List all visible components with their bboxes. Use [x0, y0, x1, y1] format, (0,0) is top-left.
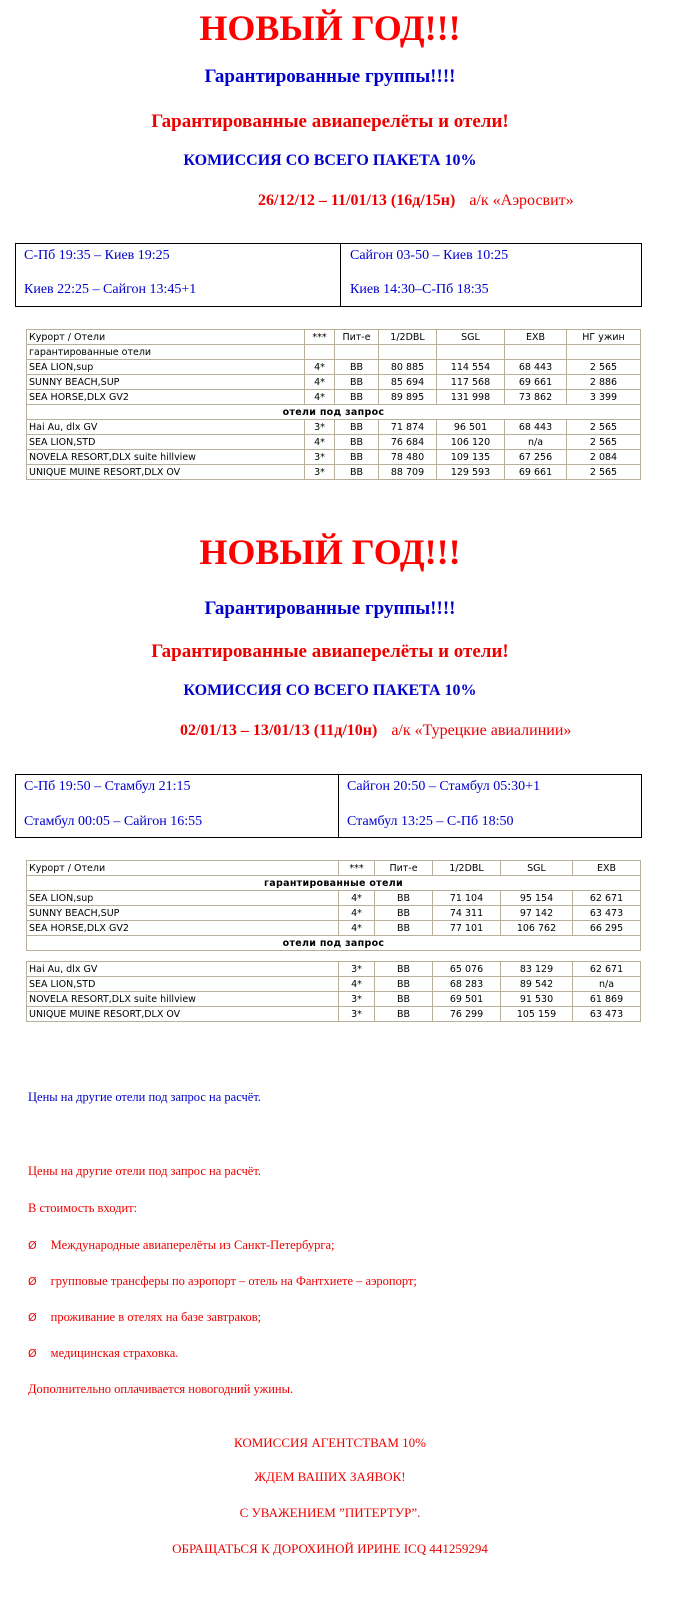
cell-sgl: 129 593 — [437, 465, 505, 480]
cell-hotel: UNIQUE MUINE RESORT,DLX OV — [27, 465, 305, 480]
cell-exb: 66 295 — [573, 921, 641, 936]
table-gap — [27, 951, 641, 962]
cell-sgl: 109 135 — [437, 450, 505, 465]
offer1-guarantee: Гарантированные авиаперелёты и отели! — [151, 111, 509, 132]
cell-exb: 63 473 — [573, 906, 641, 921]
offer1-flight-back-1: Сайгон 03-50 – Киев 10:25 — [350, 248, 509, 263]
cell-stars: 3* — [339, 992, 375, 1007]
cell-sgl: 97 142 — [501, 906, 573, 921]
cell-exb: 61 869 — [573, 992, 641, 1007]
table-header-row — [27, 330, 641, 345]
included-item — [28, 1309, 261, 1326]
included-item — [28, 1345, 178, 1362]
included-item-text: групповые трансферы по аэропорт – отель на Фантхиете – аэропорт; — [50, 1274, 417, 1288]
table-row — [27, 435, 641, 450]
table-row — [27, 450, 641, 465]
cell-stars: 4* — [339, 977, 375, 992]
cell-meal: BB — [375, 992, 433, 1007]
cell-sgl: 114 554 — [437, 360, 505, 375]
offer1-groups: Гарантированные группы!!!! — [204, 66, 456, 87]
cell-exb: 68 443 — [505, 360, 567, 375]
cell-stars: 3* — [339, 962, 375, 977]
header-stars: *** — [339, 861, 375, 876]
cell-hotel: SUNNY BEACH,SUP — [27, 906, 339, 921]
note-extra: Дополнительно оплачивается новогодний ужины. — [28, 1382, 294, 1396]
cell-stars: 4* — [339, 906, 375, 921]
cell-meal: BB — [335, 465, 379, 480]
cell-exb: 62 671 — [573, 962, 641, 977]
offer2-flight-back-2: Стамбул 13:25 – С-Пб 18:50 — [347, 814, 514, 829]
cell-sgl: 105 159 — [501, 1007, 573, 1022]
table-row — [27, 1007, 641, 1022]
section-label-request: отели под запрос — [27, 405, 641, 420]
cell-hotel: SEA LION,STD — [27, 977, 339, 992]
table-row — [27, 906, 641, 921]
table-row — [27, 962, 641, 977]
table-row — [27, 891, 641, 906]
cell-exb: 68 443 — [505, 420, 567, 435]
cell-exb: 69 661 — [505, 375, 567, 390]
cell-hotel: SEA LION,sup — [27, 891, 339, 906]
bullet-arrow-icon: Ø — [28, 1275, 37, 1288]
cell-exb: 69 661 — [505, 465, 567, 480]
table-row — [27, 360, 641, 375]
table-row — [27, 465, 641, 480]
bullet-arrow-icon: Ø — [28, 1311, 37, 1324]
offer1-date-range: 26/12/12 – 11/01/13 (16д/15н) — [258, 192, 456, 209]
cell-sgl: 106 762 — [501, 921, 573, 936]
cell-exb: n/a — [573, 977, 641, 992]
offer2-dates — [180, 721, 571, 741]
cell-stars: 3* — [305, 420, 335, 435]
header-exb: EXB — [505, 330, 567, 345]
included-item — [28, 1273, 417, 1290]
cell-sgl: 95 154 — [501, 891, 573, 906]
table-header-row — [27, 861, 641, 876]
cell-exb: 67 256 — [505, 450, 567, 465]
cell-meal: BB — [335, 360, 379, 375]
cell-hotel: SEA HORSE,DLX GV2 — [27, 921, 339, 936]
header-resort: Курорт / Отели — [27, 330, 305, 345]
section-row-guaranteed — [27, 876, 641, 891]
cell-sgl: 96 501 — [437, 420, 505, 435]
offer1-dates — [258, 191, 574, 211]
cell-stars: 3* — [339, 1007, 375, 1022]
cell-sgl: 131 998 — [437, 390, 505, 405]
cell-meal: BB — [375, 977, 433, 992]
header-sgl: SGL — [437, 330, 505, 345]
cell-hotel: SEA HORSE,DLX GV2 — [27, 390, 305, 405]
cell-dbl: 76 684 — [379, 435, 437, 450]
cell-hotel: SEA LION,sup — [27, 360, 305, 375]
cell-dbl: 74 311 — [433, 906, 501, 921]
offer1-flight-back-2: Киев 14:30–С-Пб 18:35 — [350, 282, 489, 297]
section-row-guaranteed — [27, 345, 641, 360]
section-row-request — [27, 405, 641, 420]
cell-meal: BB — [335, 450, 379, 465]
cell-stars: 4* — [339, 891, 375, 906]
offer2-flight-out-2: Стамбул 00:05 – Сайгон 16:55 — [24, 814, 203, 829]
cell-stars: 3* — [305, 465, 335, 480]
cell-dbl: 65 076 — [433, 962, 501, 977]
cell-meal: BB — [335, 435, 379, 450]
bullet-arrow-icon: Ø — [28, 1239, 37, 1252]
cell-meal: BB — [335, 375, 379, 390]
cell-dbl: 85 694 — [379, 375, 437, 390]
section-row-request — [27, 936, 641, 951]
cell-stars: 4* — [305, 435, 335, 450]
offer1-price-table — [26, 329, 641, 480]
footer-commission: КОМИССИЯ АГЕНТСТВАМ 10% — [234, 1435, 426, 1450]
offer1-commission: КОМИССИЯ СО ВСЕГО ПАКЕТА 10% — [183, 152, 477, 169]
cell-ny-dinner: 2 084 — [567, 450, 641, 465]
note-other-hotels-blue: Цены на другие отели под запрос на расчёт. — [28, 1090, 261, 1104]
offer2-guarantee: Гарантированные авиаперелёты и отели! — [151, 641, 509, 662]
bullet-arrow-icon: Ø — [28, 1347, 37, 1360]
header-sgl: SGL — [501, 861, 573, 876]
header-dbl: 1/2DBL — [433, 861, 501, 876]
offer1-flight-out-1: С-Пб 19:35 – Киев 19:25 — [24, 248, 170, 263]
cell-hotel: Hai Au, dlx GV — [27, 962, 339, 977]
cell-meal: BB — [335, 390, 379, 405]
cell-exb: 73 862 — [505, 390, 567, 405]
cell-meal: BB — [375, 891, 433, 906]
offer1-title: НОВЫЙ ГОД!!! — [199, 8, 461, 48]
header-resort: Курорт / Отели — [27, 861, 339, 876]
table-row — [27, 390, 641, 405]
header-stars: *** — [305, 330, 335, 345]
included-item-text: Международные авиаперелёты из Санкт-Петербурга; — [50, 1238, 335, 1252]
included-item-text: медицинская страховка. — [50, 1346, 179, 1360]
offer1-airline: а/к «Аэросвит» — [469, 192, 574, 209]
offer2-date-range: 02/01/13 – 13/01/13 (11д/10н) — [180, 722, 378, 739]
cell-dbl: 89 895 — [379, 390, 437, 405]
cell-dbl: 80 885 — [379, 360, 437, 375]
note-other-hotels-red: Цены на другие отели под запрос на расчёт. — [28, 1164, 261, 1178]
cell-ny-dinner: 2 565 — [567, 420, 641, 435]
cell-dbl: 78 480 — [379, 450, 437, 465]
offer2-flights-box — [15, 774, 642, 838]
cell-ny-dinner: 2 565 — [567, 465, 641, 480]
cell-exb: 63 473 — [573, 1007, 641, 1022]
offer2-groups: Гарантированные группы!!!! — [204, 598, 456, 619]
section-label-request: отели под запрос — [27, 936, 641, 951]
offer2-price-table — [26, 860, 641, 1022]
included-title: В стоимость входит: — [28, 1201, 138, 1215]
table-row — [27, 977, 641, 992]
header-exb: EXB — [573, 861, 641, 876]
table-row — [27, 375, 641, 390]
cell-meal: BB — [335, 420, 379, 435]
cell-stars: 4* — [339, 921, 375, 936]
cell-hotel: UNIQUE MUINE RESORT,DLX OV — [27, 1007, 339, 1022]
offer2-commission: КОМИССИЯ СО ВСЕГО ПАКЕТА 10% — [183, 682, 477, 699]
cell-sgl: 89 542 — [501, 977, 573, 992]
cell-meal: BB — [375, 906, 433, 921]
cell-dbl: 69 501 — [433, 992, 501, 1007]
footer-regards: С УВАЖЕНИЕМ ”ПИТЕРТУР”. — [239, 1505, 421, 1520]
cell-dbl: 71 874 — [379, 420, 437, 435]
cell-hotel: NOVELA RESORT,DLX suite hillview — [27, 450, 305, 465]
cell-sgl: 91 530 — [501, 992, 573, 1007]
cell-ny-dinner: 2 886 — [567, 375, 641, 390]
cell-ny-dinner: 2 565 — [567, 435, 641, 450]
cell-hotel: Hai Au, dlx GV — [27, 420, 305, 435]
cell-sgl: 117 568 — [437, 375, 505, 390]
cell-meal: BB — [375, 1007, 433, 1022]
footer-contact: ОБРАЩАТЬСЯ К ДОРОХИНОЙ ИРИНЕ ICQ 441259294 — [172, 1541, 488, 1556]
cell-sgl: 83 129 — [501, 962, 573, 977]
cell-sgl: 106 120 — [437, 435, 505, 450]
cell-meal: BB — [375, 921, 433, 936]
cell-dbl: 76 299 — [433, 1007, 501, 1022]
table-row — [27, 992, 641, 1007]
header-meal: Пит-е — [335, 330, 379, 345]
cell-stars: 4* — [305, 360, 335, 375]
header-dbl: 1/2DBL — [379, 330, 437, 345]
cell-stars: 4* — [305, 375, 335, 390]
offer1-flight-out-2: Киев 22:25 – Сайгон 13:45+1 — [24, 282, 197, 297]
table-row — [27, 921, 641, 936]
section-label-guaranteed: гарантированные отели — [27, 876, 641, 891]
section-label-guaranteed: гарантированные отели — [27, 345, 305, 360]
offer2-flight-out-1: С-Пб 19:50 – Стамбул 21:15 — [24, 779, 191, 794]
cell-hotel: NOVELA RESORT,DLX suite hillview — [27, 992, 339, 1007]
table-row — [27, 420, 641, 435]
cell-dbl: 77 101 — [433, 921, 501, 936]
offer1-flights-box — [15, 243, 642, 307]
cell-stars: 4* — [305, 390, 335, 405]
offer2-flight-back-1: Сайгон 20:50 – Стамбул 05:30+1 — [347, 779, 541, 794]
cell-hotel: SEA LION,STD — [27, 435, 305, 450]
cell-dbl: 71 104 — [433, 891, 501, 906]
cell-ny-dinner: 3 399 — [567, 390, 641, 405]
cell-dbl: 68 283 — [433, 977, 501, 992]
cell-stars: 3* — [305, 450, 335, 465]
cell-exb: 62 671 — [573, 891, 641, 906]
offer2-title: НОВЫЙ ГОД!!! — [199, 532, 461, 572]
cell-ny-dinner: 2 565 — [567, 360, 641, 375]
header-meal: Пит-е — [375, 861, 433, 876]
cell-meal: BB — [375, 962, 433, 977]
included-item — [28, 1237, 334, 1254]
offer2-airline: а/к «Турецкие авиалинии» — [391, 722, 572, 739]
cell-hotel: SUNNY BEACH,SUP — [27, 375, 305, 390]
cell-dbl: 88 709 — [379, 465, 437, 480]
footer-wait: ЖДЕМ ВАШИХ ЗАЯВОК! — [254, 1469, 406, 1484]
header-ny-dinner: НГ ужин — [567, 330, 641, 345]
included-item-text: проживание в отелях на базе завтраков; — [50, 1310, 262, 1324]
cell-exb: n/a — [505, 435, 567, 450]
